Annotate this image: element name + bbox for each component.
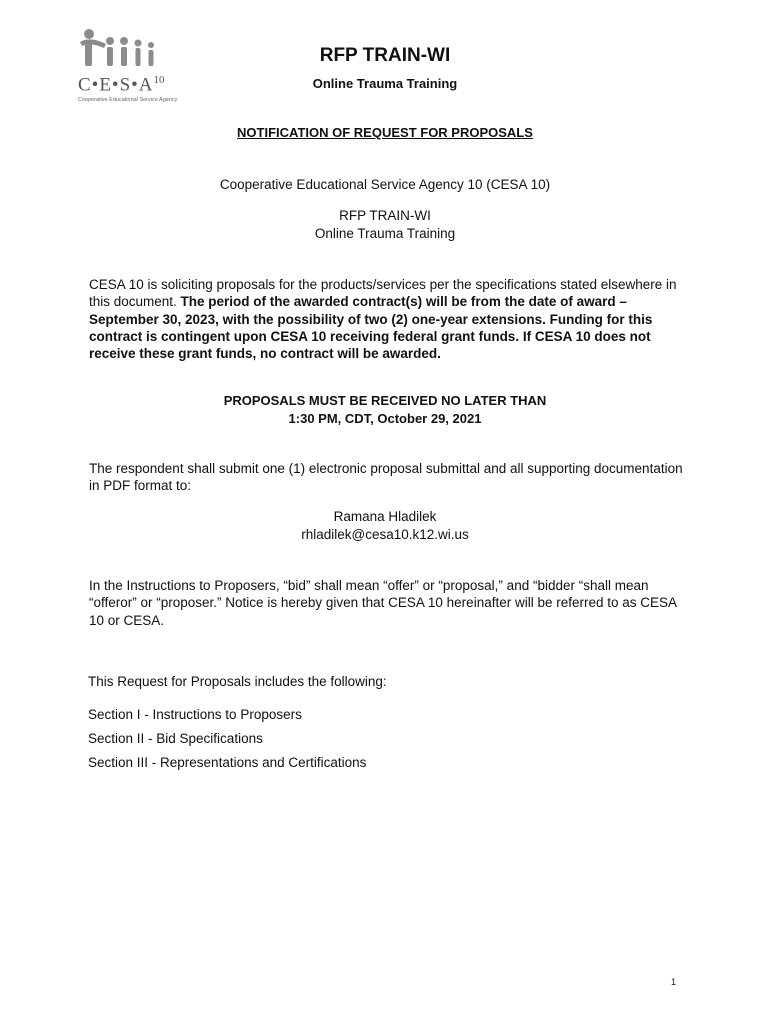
page-subtitle: Online Trauma Training bbox=[312, 76, 458, 91]
agency-name: Cooperative Educational Service Agency 10 (CESA 10) bbox=[219, 177, 551, 192]
page-number: 1 bbox=[671, 977, 677, 987]
solicitation-bold: The period of the awarded contract(s) will be from the date of award – September 30, 2023, with the possibility of two (2) one-year extensions. Funding for this contract is contingent upon CESA 10 receiving federal grant funds. If CESA 10 does not receive these grant funds, no contract will be awarded. bbox=[89, 294, 653, 362]
rfp-subtitle: Online Trauma Training bbox=[314, 226, 456, 241]
solicitation-paragraph bbox=[89, 276, 689, 362]
deadline-heading: PROPOSALS MUST BE RECEIVED NO LATER THAN bbox=[223, 393, 547, 408]
solicitation-plain: CESA 10 is soliciting proposals for the products/services per the specifications stated elsewhere in this document. bbox=[89, 277, 677, 310]
list-item: Section II - Bid Specifications bbox=[88, 731, 263, 746]
definitions-paragraph: In the Instructions to Proposers, “bid” shall mean “offer” or “proposal,” and “bidder “shall mean “offeror” or “proposer.” Notice is hereby given that CESA 10 hereinafter will be referred to as CESA 10 or CESA. bbox=[89, 578, 677, 628]
logo-tagline: Cooperative Educational Service Agency bbox=[78, 97, 178, 103]
cesa-logo bbox=[76, 26, 178, 108]
logo-wordmark: $C•E•S•A^{10}$ bbox=[78, 74, 165, 96]
list-item: Section III - Representations and Certifications bbox=[88, 755, 367, 770]
page-title: RFP TRAIN-WI bbox=[319, 45, 451, 66]
list-item: Section I - Instructions to Proposers bbox=[88, 707, 302, 722]
submission-paragraph: The respondent shall submit one (1) electronic proposal submittal and all supporting documentation in PDF format to: bbox=[89, 461, 683, 494]
sections-list bbox=[88, 706, 366, 778]
notice-heading: NOTIFICATION OF REQUEST FOR PROPOSALS bbox=[237, 125, 533, 140]
rfp-name: RFP TRAIN-WI bbox=[339, 208, 431, 223]
includes-intro: This Request for Proposals includes the following: bbox=[88, 674, 387, 689]
contact-email[interactable]: rhladilek@cesa10.k12.wi.us bbox=[301, 527, 469, 542]
contact-name: Ramana Hladilek bbox=[333, 509, 437, 524]
deadline-datetime: 1:30 PM, CDT, October 29, 2021 bbox=[288, 411, 482, 426]
